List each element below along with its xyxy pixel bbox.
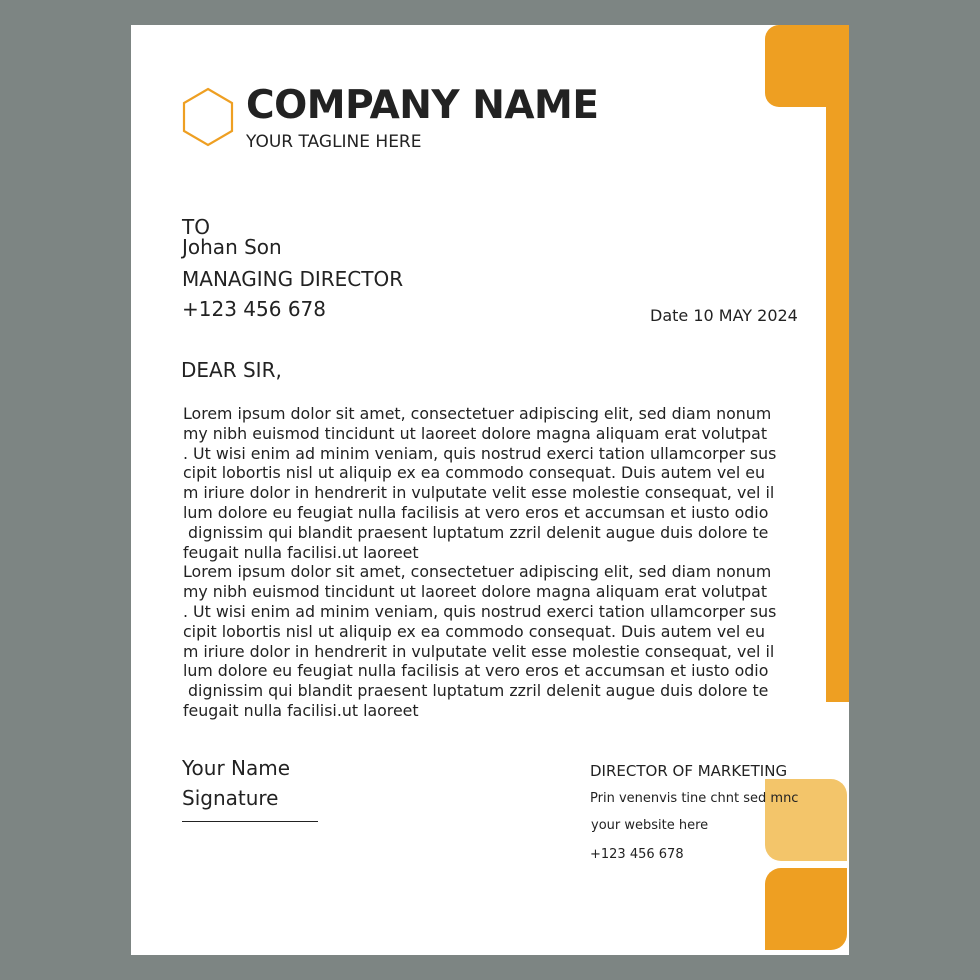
signature-label: Signature <box>182 786 279 810</box>
contact-address: Prin venenvis tine chnt sed mnc <box>590 791 799 806</box>
company-name: COMPANY NAME <box>246 83 599 128</box>
accent-bar-right <box>826 105 849 702</box>
accent-tile-dark <box>765 868 847 950</box>
contact-title: DIRECTOR OF MARKETING <box>590 762 788 780</box>
hexagon-outline-icon <box>181 87 235 147</box>
accent-tab-top <box>765 25 849 107</box>
letter-body: Lorem ipsum dolor sit amet, consectetuer adipiscing elit, sed diam nonum my nibh euismod tincidunt ut laoreet dolore magna aliquam erat volutpat . Ut wisi enim ad minim veniam, quis nostrud exerci tation ullamcorper sus cipit lobortis nisl ut aliquip ex ea commodo consequat. Duis autem vel eu m iriure dolor in hendrerit in vulputate velit esse molestie consequat, vel il lum dolore eu feugiat nulla facilisis at vero eros et accumsan et iusto odio dignissim qui blandit praesent luptatum zzril delenit augue duis dolore te feugait nulla facilisi.ut laoreet Lorem ipsum dolor sit amet, consectetuer adipiscing elit, sed diam nonum my nibh euismod tincidunt ut laoreet dolore magna aliquam erat volutpat . Ut wisi enim ad minim veniam, quis nostrud exerci tation ullamcorper sus cipit lobortis nisl ut aliquip ex ea commodo consequat. Duis autem vel eu m iriure dolor in hendrerit in vulputate velit esse molestie consequat, vel il lum dolore eu feugiat nulla facilisis at vero eros et accumsan et iusto odio dignissim qui blandit praesent luptatum zzril delenit augue duis dolore te feugait nulla facilisi.ut laoreet <box>183 404 777 720</box>
recipient-title: MANAGING DIRECTOR <box>182 267 404 291</box>
to-label: TO <box>182 215 210 239</box>
signature-name: Your Name <box>182 756 291 780</box>
signature-line <box>182 821 318 822</box>
recipient-name: Johan Son <box>182 235 282 259</box>
contact-website: your website here <box>591 818 709 833</box>
company-tagline: YOUR TAGLINE HERE <box>246 132 422 152</box>
contact-phone: +123 456 678 <box>590 847 684 862</box>
letter-date: Date 10 MAY 2024 <box>650 306 798 325</box>
greeting: DEAR SIR, <box>181 358 282 382</box>
recipient-phone: +123 456 678 <box>182 297 326 321</box>
letterhead-page <box>131 25 849 955</box>
